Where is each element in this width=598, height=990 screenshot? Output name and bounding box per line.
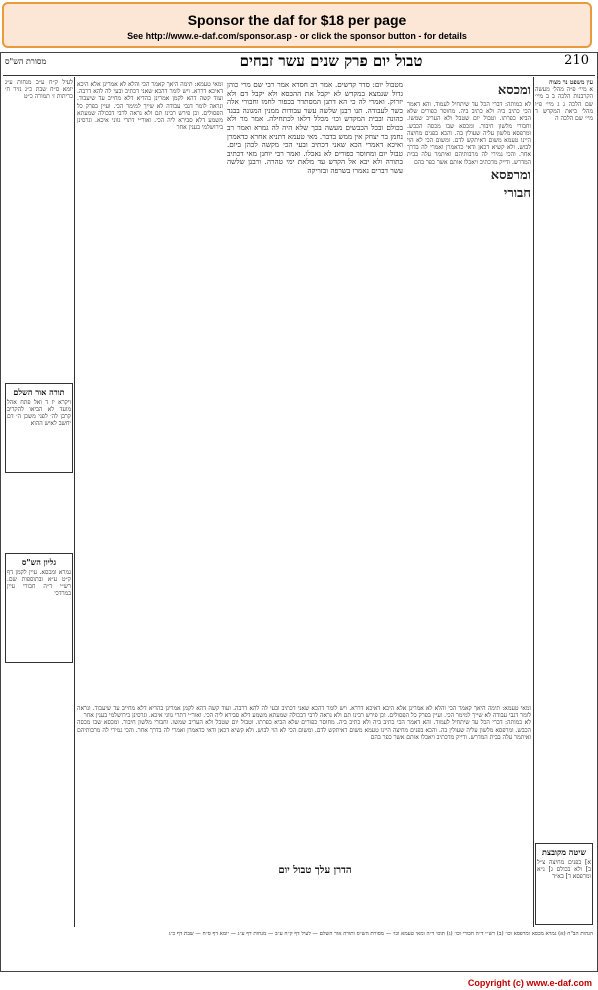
divider [74,77,75,927]
chapter-end: הדרן עלך טבול יום [278,865,352,876]
sponsor-banner[interactable] [2,2,592,48]
running-title: טבול יום פרק שנים עשר זבחים [239,52,423,70]
gemara-text: מטבול יום: סדר קדשים. אמר רב חסדא אמר רבי שם מרי כוהן גדול שנמצא במקדש לא יקבל את ההכסא ולא יקבל דם ולא יזרוק. ואמרי לה כי הא דתנן המסתדר בכפור לחמו וחבורי אלה כשר לעבודה. תנו רבנן שלשה עשר עבודות ממנין המגונה בבגד כהונה ובבית המקדש וכו׳ מכלל דלאו לכתחילה. אמר מר ולא בכולם ובכל הכבשים מעשה בכך שלא היה לה גמרא ואמר רב נחמן בר יצחק אין ממש בדבר. מאי טעמא דתניא אחרא כדאמרן ואיכא דאמרי הכא שאני דכתיב ובעי הכי מקשה לכהן ביום. טבול יום ומחוסר כפורים לא נאכלו. ואמר רבי יוחנן מאי דכתיב בתורה ולא יבא אל הקדש עד מלאת ימי טהרה. ורבנן שלשה עשר דברים נאמרו בשרפה ובזריקה [227,81,403,175]
gilyon-title: גליון הש"ס [21,557,57,567]
torah-or-text: ויקרא יז ד ואל פתח אהל מועד לא הביאו להקריב קרבן לה׳ לפני משכן ה׳ דם יחשב לאיש ההוא [7,399,71,427]
divider [533,77,534,927]
lower-rashi-text: לא כמותה: דברי הכל עד שיתחיל לעמוד. והא דאמר הכי כתיב ביה ולא כתיב ביה. מחוסר כפורים שלא הביא כפרתו. וטבול יום שטבל ולא העריב שמשו. וחבורי מלשון חיבור. ומכסא שבו מכסה הכבש. ומרפסא מלשון עליה שעולין בה. והכא בפנים מחיצה היינו טעמא משום דאיתקש לדם. ומשום הכי לא הוי לבוש. ולא קשיא דכאן ודאי כדאמרן ואמרי לה בדרך אחר. והכי גמירי לה מרבותיהם ואיתמר עלה בבית המדרש. ודייק מדכתיב ויאכלו אותם אשר כפר בהם [77,719,531,741]
ein-mishpat-text: א מיי׳ פ״ה מהל׳ מעשה הקרבנות הלכה ב ב מיי׳ שם הלכה ג ג מיי׳ פ״ו מהל׳ ביאת המקדש ד מיי׳ שם הלכה ה [535,86,593,123]
gilyon-box [5,553,73,663]
footer-notes [5,931,593,969]
masoret-column [5,79,73,309]
shita-text: א] בפנים מחיצה צ״ל ב] ולא בכולם ג] נ״א ומרפסא ד] בא״ד [537,859,591,880]
header-rule [3,75,595,76]
lower-commentary [77,705,531,855]
gemara-column [227,81,403,681]
gemara-keyword-1: ומכסא [497,83,531,98]
shita-box [535,843,593,925]
sponsor-title[interactable]: Sponsor the daf for $18 per page [187,12,407,28]
sponsor-subtitle[interactable]: See http://www.e-daf.com/sponsor.asp - or click the sponsor button - for details [127,31,467,41]
lower-tosafot-text: ומאי טעמא: תימה היאך קאמר הכי והלא לא אמרינן אלא היכא דאיכא דררא. ויש לומר דהכא שאני דכתיב ובעי לה להא דרבה. ועוד קשה דהא לקמן אמרינן בהדיא דלא מחייב עד שיעבוד. ונראה לומר דגבי עבודה לא שייך למימר הכי. ועיין בפרק כל הפסולים. וכן פירש רבינו תם ולא נראה לרבי דבכולה שמעתא משמע דלא סבירא ליה הכי. ואור״י דתרי גווני איכא. וגרסינן בירושלמי בענין אחר [77,705,531,720]
rashi-column [407,81,531,681]
rashi-text: לא כמותה: דברי הכל עד שיתחיל לעמוד. והא דאמר הכי כתיב ביה ולא כתיב ביה. מחוסר כפורים שלא הביא כפרתו. וטבול יום שטבל ולא העריב שמשו. וחבורי מלשון חיבור. ומכסא שבו מכסה הכבש. ומרפסא מלשון עליה שעולין בה. והכא בפנים מחיצה היינו טעמא משום דאיתקש לדם. ומשום הכי לא הוי לבוש. ולא קשיא דכאן ודאי כדאמרן ואמרי לה בדרך אחר. והכי גמירי לה מרבותיהם ואיתמר עלה בבית המדרש. ודייק מדכתיב ויאכלו אותם אשר כפר בהם [407,101,531,166]
tosafot-text: ומאי טעמא: תימה היאך קאמר הכי והלא לא אמרינן אלא היכא דאיכא דררא. ויש לומר דהכא שאני דכתיב ובעי לה להא דרבה. ועוד קשה דהא לקמן אמרינן בהדיא דלא מחייב עד שיעבוד. ונראה לומר דגבי עבודה לא שייך למימר הכי. ועיין בפרק כל הפסולים. וכן פירש רבינו תם ולא נראה לרבי דבכולה שמעתא משמע דלא סבירא ליה הכי. ואור״י דתרי גווני איכא. וגרסינן בירושלמי בענין אחר [77,81,223,132]
gilyon-text: גמרא ומכסא. עיין לקמן דף ק״ט ע״א ובתוספות שם. רש״י ד״ה חבורי עיין במרדכי [7,569,71,597]
ein-mishpat-column [535,79,593,429]
gemara-keyword-2: ומרפסא [490,167,531,183]
ein-mishpat-label: עין משפט נר מצוה [548,79,593,86]
torah-or-title: תורה אור השלם [13,387,65,397]
torah-or-box [5,383,73,473]
gemara-keyword-3: חבורי [503,185,531,201]
copyright[interactable]: Copyright (c) www.e-daf.com [467,978,592,988]
talmud-page [0,52,598,972]
tosafot-column [77,81,223,701]
page-number: 210 [564,53,589,68]
page-header [1,53,597,77]
shita-title: שיטה מקובצת [542,847,586,857]
masoret-label: מסורת הש"ס [5,57,47,66]
footer-text: הגהות הב"ח (א) גמרא מכסא ומרפסא וכו׳ (ב) רש״י ד״ה חבורי וכו׳ (ג) תוס׳ ד״ה ומאי טעמא וכו׳ — מסורת הש״ס ותורה אור השלם — לעיל דף ק״ח ע״ב — מנחות דף ע״ג — יומא דף ס״ח — שבת דף כ״ג [168,931,593,937]
masoret-text: לעיל ק״ח ע״ב מנחות ע״ג יומא ס״ח שבת כ״ג נזיר ח׳ כריתות ז׳ תמורה כ״ט [5,79,73,101]
